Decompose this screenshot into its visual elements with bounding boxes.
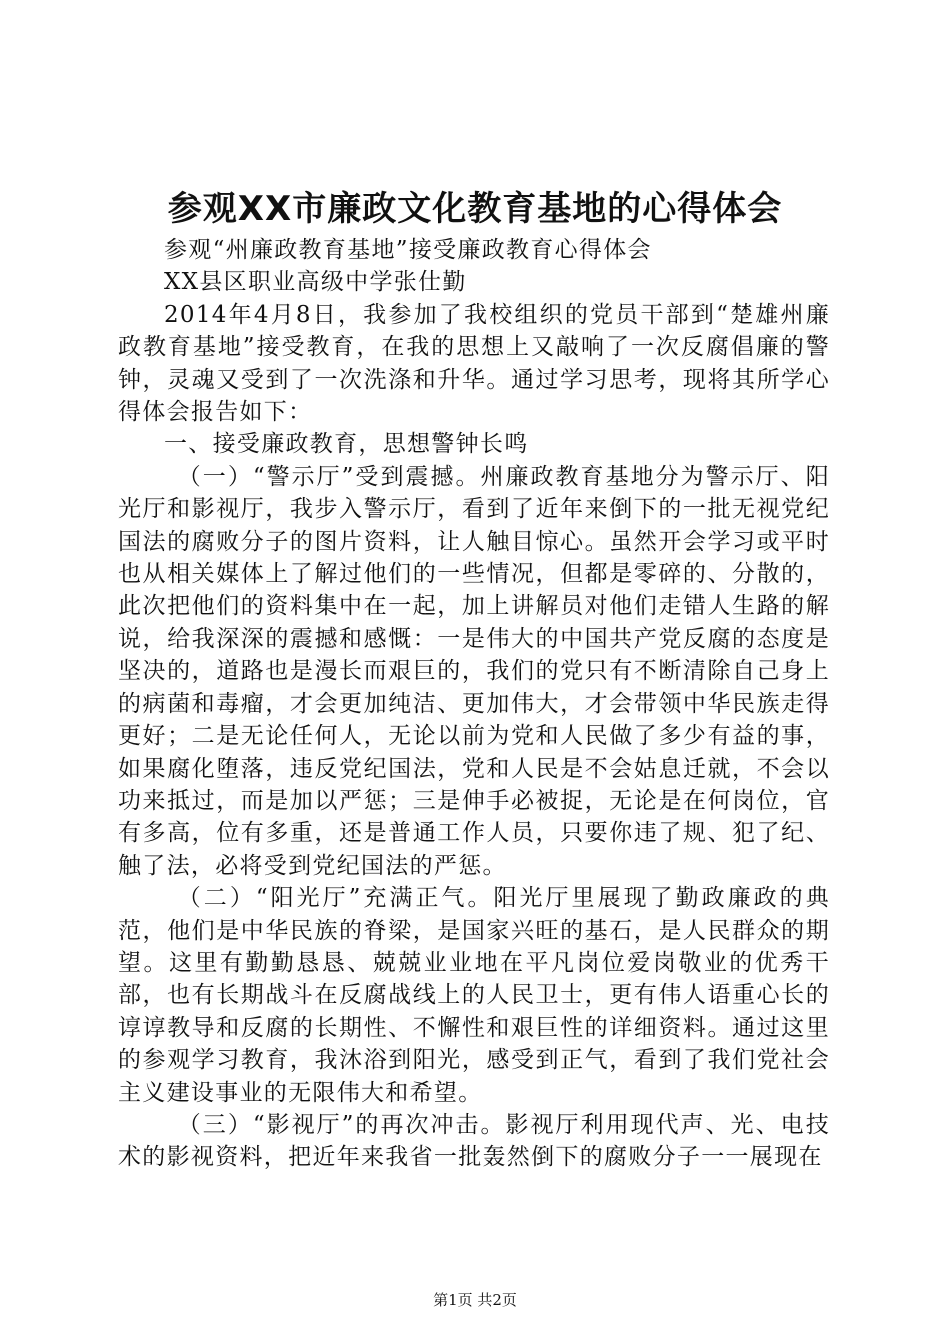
paragraph-sunshine-hall: （二）“阳光厅”充满正气。阳光厅里展现了勤政廉政的典范，他们是中华民族的脊梁，是国家兴旺的基石，是人民群众的期望。这里有勤勤恳恳、兢兢业业地在平凡岗位爱岗敬业的优秀干部，也有长期战斗在反腐战线上的人民卫士，更有伟人语重心长的谆谆教导和反腐的长期性、不懈性和艰巨性的详细资料。通过这里的参观学习教育，我沐浴到阳光，感受到正气，看到了我们党社会主义建设事业的无限伟大和希望。 [118,885,830,1106]
document-body [118,234,830,1174]
page-footer: 第1页 共2页 [433,1291,517,1309]
section-heading: 一、接受廉政教育，思想警钟长鸣 [164,431,529,458]
subtitle-line: 参观“州廉政教育基地”接受廉政教育心得体会 [164,237,652,263]
intro-paragraph: 2014年4月8日，我参加了我校组织的党员干部到“楚雄州廉政教育基地”接受教育，在我的思想上又敲响了一次反腐倡廉的警钟，灵魂又受到了一次洗涤和升华。通过学习思考，现将其所学心得体会报告如下： [118,301,830,426]
document-title: 参观XX市廉政文化教育基地的心得体会 [167,189,783,229]
paragraph-film-hall: （三）“影视厅”的再次冲击。影视厅利用现代声、光、电技术的影视资料，把近年来我省一批轰然倒下的腐败分子一一展现在 [118,1111,830,1171]
author-line: XX县区职业高级中学张仕勤 [164,269,467,296]
paragraph-warning-hall: （一）“警示厅”受到震撼。州廉政教育基地分为警示厅、阳光厅和影视厅，我步入警示厅，看到了近年来倒下的一批无视党纪国法的腐败分子的图片资料，让人触目惊心。虽然开会学习或平时也从相关媒体上了解过他们的一些情况，但都是零碎的、分散的，此次把他们的资料集中在一起，加上讲解员对他们走错人生路的解说，给我深深的震撼和感慨：一是伟大的中国共产党反腐的态度是坚决的，道路也是漫长而艰巨的，我们的党只有不断清除自己身上的病菌和毒瘤，才会更加纯洁、更加伟大，才会带领中华民族走得更好；二是无论任何人，无论以前为党和人民做了多少有益的事，如果腐化堕落，违反党纪国法，党和人民是不会姑息迁就，不会以功来抵过，而是加以严惩；三是伸手必被捉，无论是在何岗位，官有多高，位有多重，还是普通工作人员，只要你违了规、犯了纪、触了法，必将受到党纪国法的严惩。 [118,463,830,879]
